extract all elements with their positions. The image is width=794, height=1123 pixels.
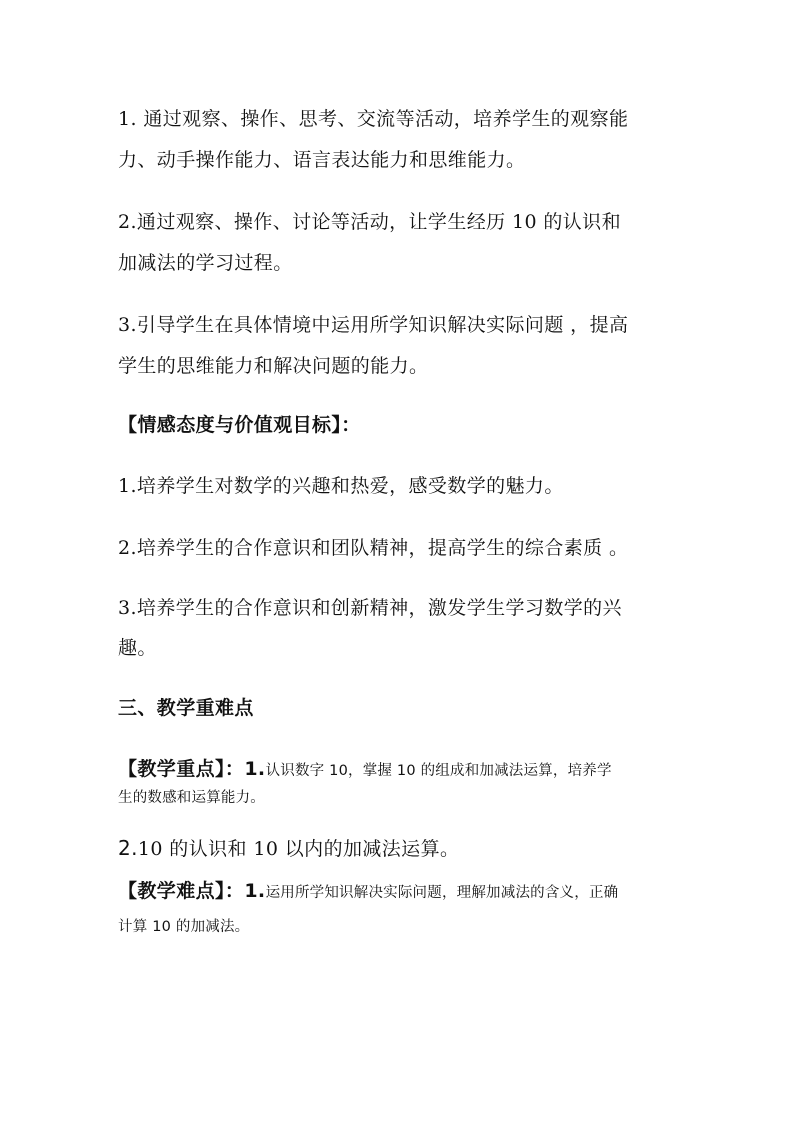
skill-goal-2-line2: 加减法的学习过程。 xyxy=(118,252,293,274)
skill-goal-3-line2: 学生的思维能力和解决问题的能力。 xyxy=(118,355,429,377)
emotion-goal-1: 1.培养学生对数学的兴趣和热爱，感受数学的魅力。 xyxy=(118,475,564,497)
difficult-point-number: 1. xyxy=(244,880,266,902)
skill-goal-2-line1: 2.通过观察、操作、讨论等活动，让学生经历 10 的认识和 xyxy=(118,211,621,233)
key-point-line2: 生的数感和运算能力。 xyxy=(118,790,265,806)
key-point-line1 xyxy=(118,757,612,783)
difficult-point-text: 运用所学知识解决实际问题，理解加减法的含义，正确 xyxy=(265,885,619,901)
key-point-text: 认识数字 10，掌握 10 的组成和加减法运算，培养学 xyxy=(265,763,612,779)
skill-goal-1-line2: 力、动手操作能力、语言表达能力和思维能力。 xyxy=(118,149,526,171)
key-point-2-text: 10 的认识和 10 以内的加减法运算。 xyxy=(137,838,460,860)
section-title: 三、教学重难点 xyxy=(118,697,254,719)
emotion-goal-3-line2: 趣。 xyxy=(118,637,157,659)
skill-goal-1-line1: 1. 通过观察、操作、思考、交流等活动，培养学生的观察能 xyxy=(118,108,629,130)
difficult-point-label: 【教学难点】： xyxy=(118,880,245,902)
emotion-goal-3-line1: 3.培养学生的合作意识和创新精神，激发学生学习数学的兴 xyxy=(118,597,622,619)
difficult-point-line2: 计算 10 的加减法。 xyxy=(118,919,250,935)
key-point-2-number: 2. xyxy=(118,836,138,860)
key-point-label: 【教学重点】： xyxy=(118,758,245,780)
key-point-2 xyxy=(118,836,459,861)
difficult-point-line1 xyxy=(118,879,618,905)
emotion-goals-heading: 【情感态度与价值观目标】： xyxy=(118,414,361,436)
emotion-goal-2: 2.培养学生的合作意识和团队精神，提高学生的综合素质 。 xyxy=(118,537,629,559)
skill-goal-3-line1: 3.引导学生在具体情境中运用所学知识解决实际问题 ，提高 xyxy=(118,314,629,336)
key-point-number: 1. xyxy=(244,758,266,780)
